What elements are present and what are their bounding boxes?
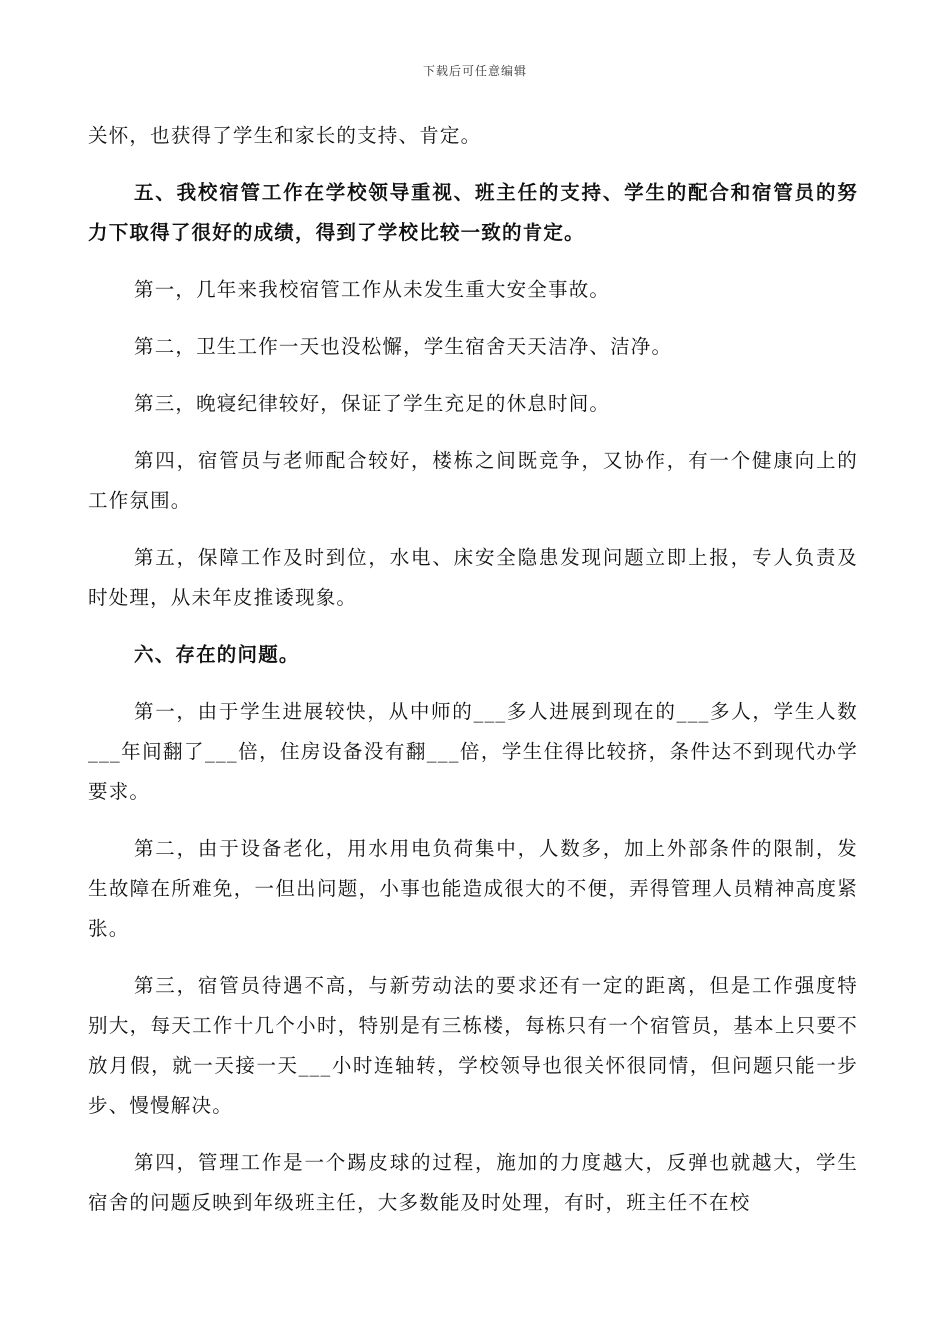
problem-first: 第一，由于学生进展较快，从中师的___多人进展到现在的___多人，学生人数___年间翻了___倍，住房设备没有翻___倍，学生住得比较挤，条件达不到现代办学要求。 — [88, 700, 858, 803]
paragraph-first: 第一，几年来我校宿管工作从未发生重大安全事故。 — [134, 278, 611, 301]
problem-fourth: 第四，管理工作是一个踢皮球的过程，施加的力度越大，反弹也就越大，学生宿舍的问题反映到年级班主任，大多数能及时处理，有时，班主任不在校 — [88, 1151, 858, 1214]
page-header: 下载后可任意编辑 — [422, 64, 527, 78]
section-heading-six: 六、存在的问题。 — [134, 643, 300, 666]
problem-second: 第二，由于设备老化，用水用电负荷集中，人数多，加上外部条件的限制，发生故障在所难免，一但出问题，小事也能造成很大的不便，弄得管理人员精神高度紧张。 — [88, 837, 858, 940]
section-heading-five: 五、我校宿管工作在学校领导重视、班主任的支持、学生的配合和宿管员的努力下取得了很好的成绩，得到了学校比较一致的肯定。 — [88, 181, 858, 244]
paragraph-fourth: 第四，宿管员与老师配合较好，楼栋之间既竞争，又协作，有一个健康向上的工作氛围。 — [88, 449, 858, 512]
document-body — [88, 116, 858, 1223]
paragraph-third: 第三，晚寝纪律较好，保证了学生充足的休息时间。 — [134, 392, 611, 415]
problem-third: 第三，宿管员待遇不高，与新劳动法的要求还有一定的距离，但是工作强度特别大，每天工作十几个小时，特别是有三栋楼，每栋只有一个宿管员，基本上只要不放月假，就一天接一天___小时连轴转，学校领导也很关怀很同情，但问题只能一步步、慢慢解决。 — [88, 974, 858, 1117]
paragraph-second: 第二，卫生工作一天也没松懈，学生宿舍天天洁净、洁净。 — [134, 335, 673, 358]
paragraph-continuation: 关怀，也获得了学生和家长的支持、肯定。 — [88, 124, 482, 147]
paragraph-fifth: 第五，保障工作及时到位，水电、床安全隐患发现问题立即上报，专人负责及时处理，从未年皮推诿现象。 — [88, 546, 858, 609]
